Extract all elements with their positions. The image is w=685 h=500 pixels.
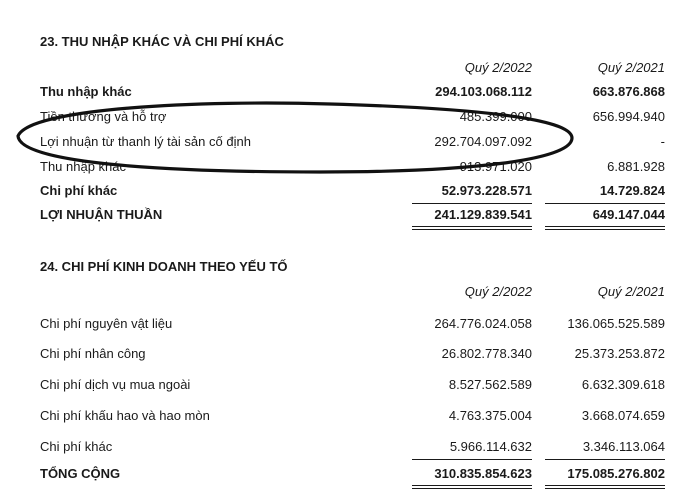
- row-label: Chi phí nhân công: [40, 346, 146, 361]
- rule-above-total-2021: [545, 459, 665, 460]
- row-label: Thu nhập khác: [40, 84, 132, 99]
- row-value-2021: 656.994.940: [592, 109, 665, 124]
- row-label-total: TỔNG CỘNG: [40, 466, 121, 481]
- row-value-2022: 264.776.024.058: [434, 316, 532, 331]
- row-value-2022: 4.763.375.004: [448, 408, 532, 423]
- row-label-net-profit: LỢI NHUẬN THUẦN: [40, 207, 163, 222]
- row-label: Chi phí dịch vụ mua ngoài: [40, 377, 191, 392]
- row-value-2022: 294.103.068.112: [435, 84, 532, 99]
- row-value-2021: 6.632.309.618: [581, 377, 665, 392]
- row-value-2021: 136.065.525.589: [567, 316, 665, 331]
- double-rule-total-2022-b: [412, 488, 532, 489]
- row-label: Chi phí khác: [40, 439, 113, 454]
- double-rule-net-2021-b: [545, 229, 665, 230]
- row-value-2022: 241.129.839.541: [434, 207, 532, 222]
- col-header-q2-2022: Quý 2/2022: [464, 284, 532, 299]
- row-value-2021: 25.373.253.872: [574, 346, 665, 361]
- row-label: Chi phí khác: [40, 183, 118, 198]
- row-value-2022: 485.399.000: [459, 109, 532, 124]
- rule-above-net-2021: [545, 203, 665, 204]
- row-label: Chi phí nguyên vật liệu: [40, 316, 173, 331]
- row-value-2021: 3.346.113.064: [582, 439, 665, 454]
- row-label: Tiền thưởng và hỗ trợ: [40, 109, 167, 124]
- row-value-2021: 3.668.074.659: [581, 408, 665, 423]
- row-value-2021: 14.729.824: [599, 183, 665, 198]
- row-value-2021: 663.876.868: [592, 84, 665, 99]
- section-23-title: 23. THU NHẬP KHÁC VÀ CHI PHÍ KHÁC: [40, 34, 284, 49]
- double-rule-net-2022-b: [412, 229, 532, 230]
- row-label: Lợi nhuận từ thanh lý tài sản cố định: [40, 134, 251, 149]
- double-rule-total-2021-b: [545, 488, 665, 489]
- col-header-q2-2021: Quý 2/2021: [597, 60, 665, 75]
- row-value-2022: 913.971.020: [459, 159, 532, 174]
- row-value-2021: -: [660, 134, 665, 149]
- rule-above-net-2022: [412, 203, 532, 204]
- section-24-title: 24. CHI PHÍ KINH DOANH THEO YẾU TỐ: [40, 259, 288, 274]
- row-value-2021: 649.147.044: [592, 207, 665, 222]
- row-value-2022: 310.835.854.623: [434, 466, 532, 481]
- rule-above-total-2022: [412, 459, 532, 460]
- row-value-2021: 175.085.276.802: [567, 466, 665, 481]
- double-rule-net-2022-a: [412, 226, 532, 227]
- col-header-q2-2022: Quý 2/2022: [464, 60, 532, 75]
- double-rule-total-2022-a: [412, 485, 532, 486]
- row-label: Chi phí khấu hao và hao mòn: [40, 408, 210, 423]
- row-value-2022: 26.802.778.340: [441, 346, 532, 361]
- double-rule-total-2021-a: [545, 485, 665, 486]
- row-label: Thu nhập khác: [40, 159, 127, 174]
- row-value-2022: 52.973.228.571: [441, 183, 532, 198]
- row-value-2021: 6.881.928: [607, 159, 665, 174]
- row-value-2022: 292.704.097.092: [434, 134, 532, 149]
- row-value-2022: 8.527.562.589: [448, 377, 532, 392]
- double-rule-net-2021-a: [545, 226, 665, 227]
- row-value-2022: 5.966.114.632: [449, 439, 532, 454]
- col-header-q2-2021: Quý 2/2021: [597, 284, 665, 299]
